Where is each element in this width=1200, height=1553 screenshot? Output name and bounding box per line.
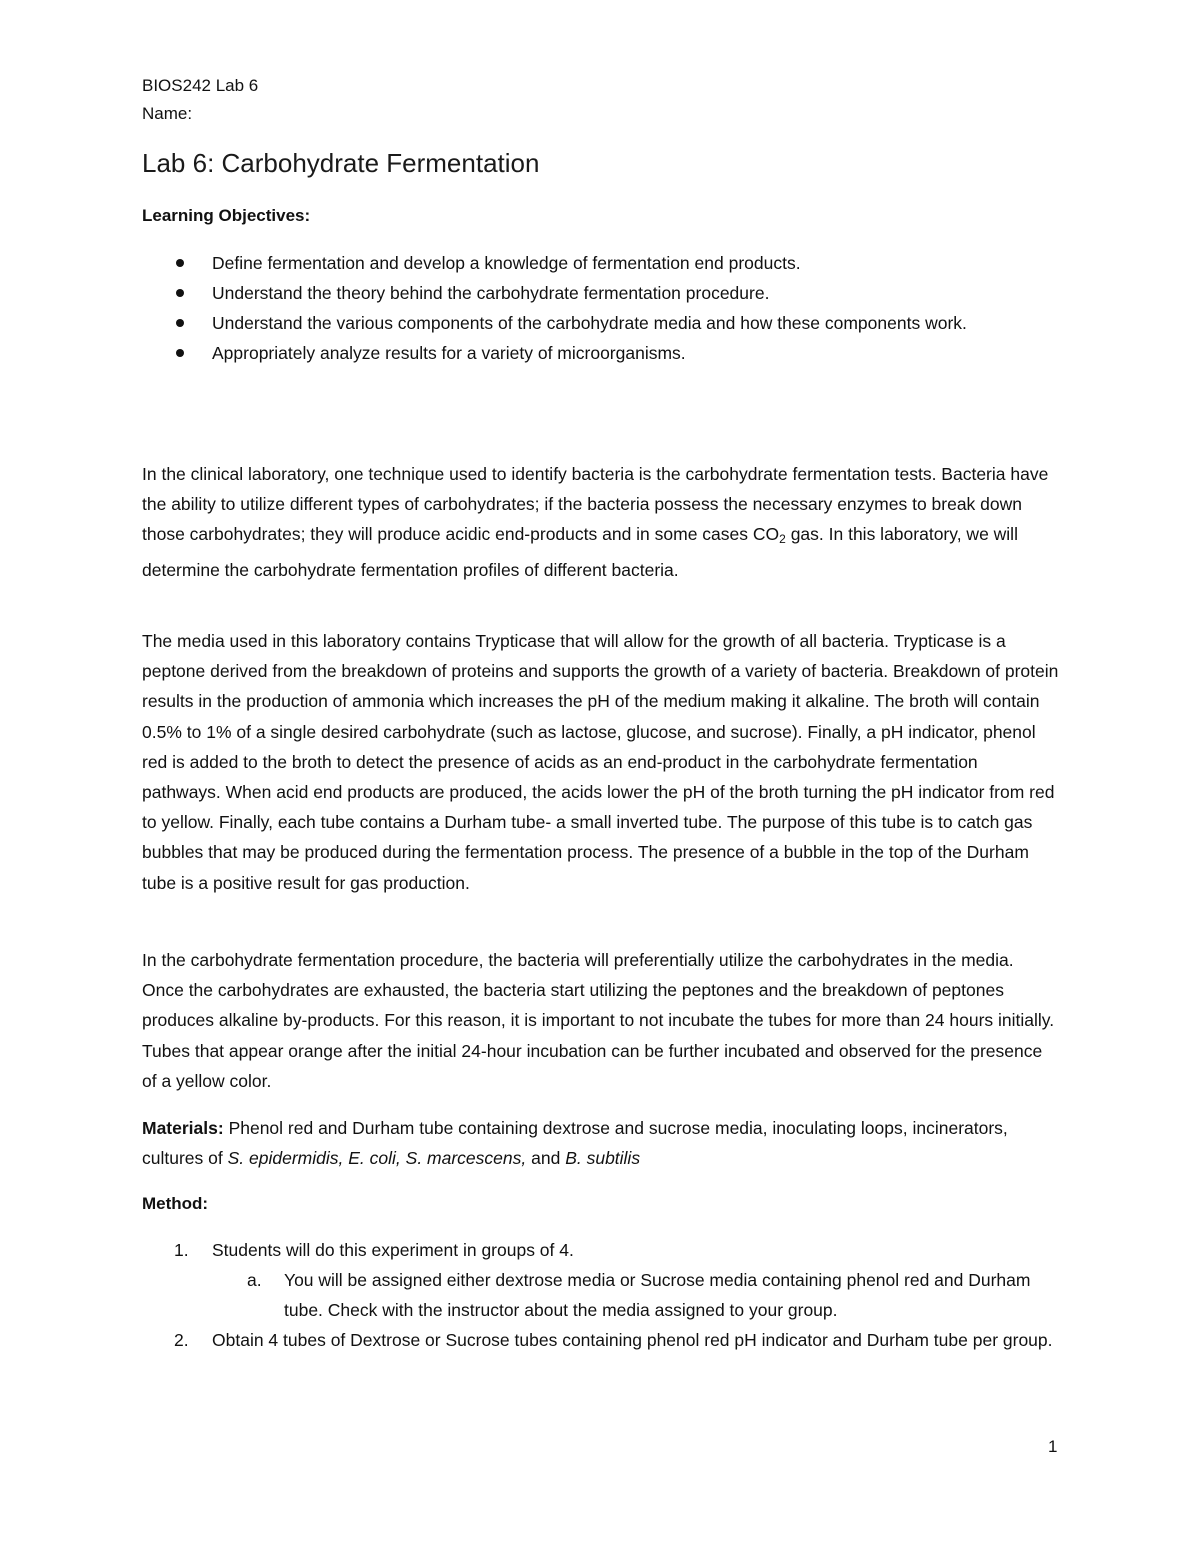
page-number: 1 (1048, 1437, 1058, 1456)
method-list (142, 1235, 1060, 1355)
objectives-list (142, 248, 1062, 368)
intro-paragraph: In the clinical laboratory, one technique used to identify bacteria is the carbohydrate fermentation tests. Bacteria have the ability to utilize different types of carbohydrates; if the bacteria possess the necessary enzymes to break down those carbohydrates; they will produce acidic end-products and in some cases $CO_2$ gas. In this laboratory, we will determine the carbohydrate fermentation profiles of different bacteria. (142, 464, 1049, 580)
media-paragraph: The media used in this laboratory contains Trypticase that will allow for the growth of all bacteria. Trypticase is a peptone derived from the breakdown of proteins and supports the growth of a variety of bacteria. Breakdown of protein results in the production of ammonia which increases the pH of the medium making it alkaline. The broth will contain 0.5% to 1% of a single desired carbohydrate (such as lactose, glucose, and sucrose). Finally, a pH indicator, phenol red is added to the broth to detect the presence of acids as an end-product in the carbohydrate fermentation pathways. When acid end products are produced, the acids lower the pH of the broth turning the pH indicator from red to yellow. Finally, each tube contains a Durham tube- a small inverted tube. The purpose of this tube is to catch gas bubbles that may be produced during the fermentation process. The presence of a bubble in the top of the Durham tube is a positive result for gas production. (142, 631, 1059, 893)
step-number: 1. (174, 1240, 189, 1260)
course-header: BIOS242 Lab 6 (142, 76, 259, 95)
objective-item: Appropriately analyze results for a variety of microorganisms. (142, 338, 1062, 368)
bullet-icon (176, 349, 184, 357)
page-title: Lab 6: Carbohydrate Fermentation (142, 148, 540, 178)
objectives-heading: Learning Objectives: (142, 206, 311, 225)
method-heading: Method: (142, 1194, 209, 1213)
objective-item: Understand the various components of the carbohydrate media and how these components work. (142, 308, 1062, 338)
objective-item: Define fermentation and develop a knowledge of fermentation end products. (142, 248, 1062, 278)
bullet-icon (176, 259, 184, 267)
name-label: Name: (142, 104, 193, 123)
materials-label: Materials: (142, 1118, 224, 1138)
objective-item: Understand the theory behind the carbohydrate fermentation procedure. (142, 278, 1062, 308)
step-number: 2. (174, 1330, 189, 1350)
method-step: 2. Obtain 4 tubes of Dextrose or Sucrose tubes containing phenol red pH indicator and Durham tube per group. (142, 1325, 1060, 1355)
substep-letter: a. (247, 1270, 262, 1290)
procedure-paragraph: In the carbohydrate fermentation procedure, the bacteria will preferentially utilize the carbohydrates in the media. Once the carbohydrates are exhausted, the bacteria start utilizing the peptones and the breakdown of peptones produces alkaline by-products. For this reason, it is important to not incubate the tubes for more than 24 hours initially. Tubes that appear orange after the initial 24-hour incubation can be further incubated and observed for the presence of a yellow color. (142, 950, 1055, 1091)
materials-paragraph: Materials: Phenol red and Durham tube containing dextrose and sucrose media, inoculating loops, incinerators, cultures of S. epidermidis, E. coli, S. marcescens, and B. subtilis (142, 1118, 1008, 1169)
bullet-icon (176, 289, 184, 297)
bullet-icon (176, 319, 184, 327)
method-substep: a. You will be assigned either dextrose media or Sucrose media containing phenol red and Durham tube. Check with the instructor about the media assigned to your group. (142, 1265, 1060, 1325)
method-step: 1. Students will do this experiment in groups of 4. (142, 1235, 1060, 1265)
